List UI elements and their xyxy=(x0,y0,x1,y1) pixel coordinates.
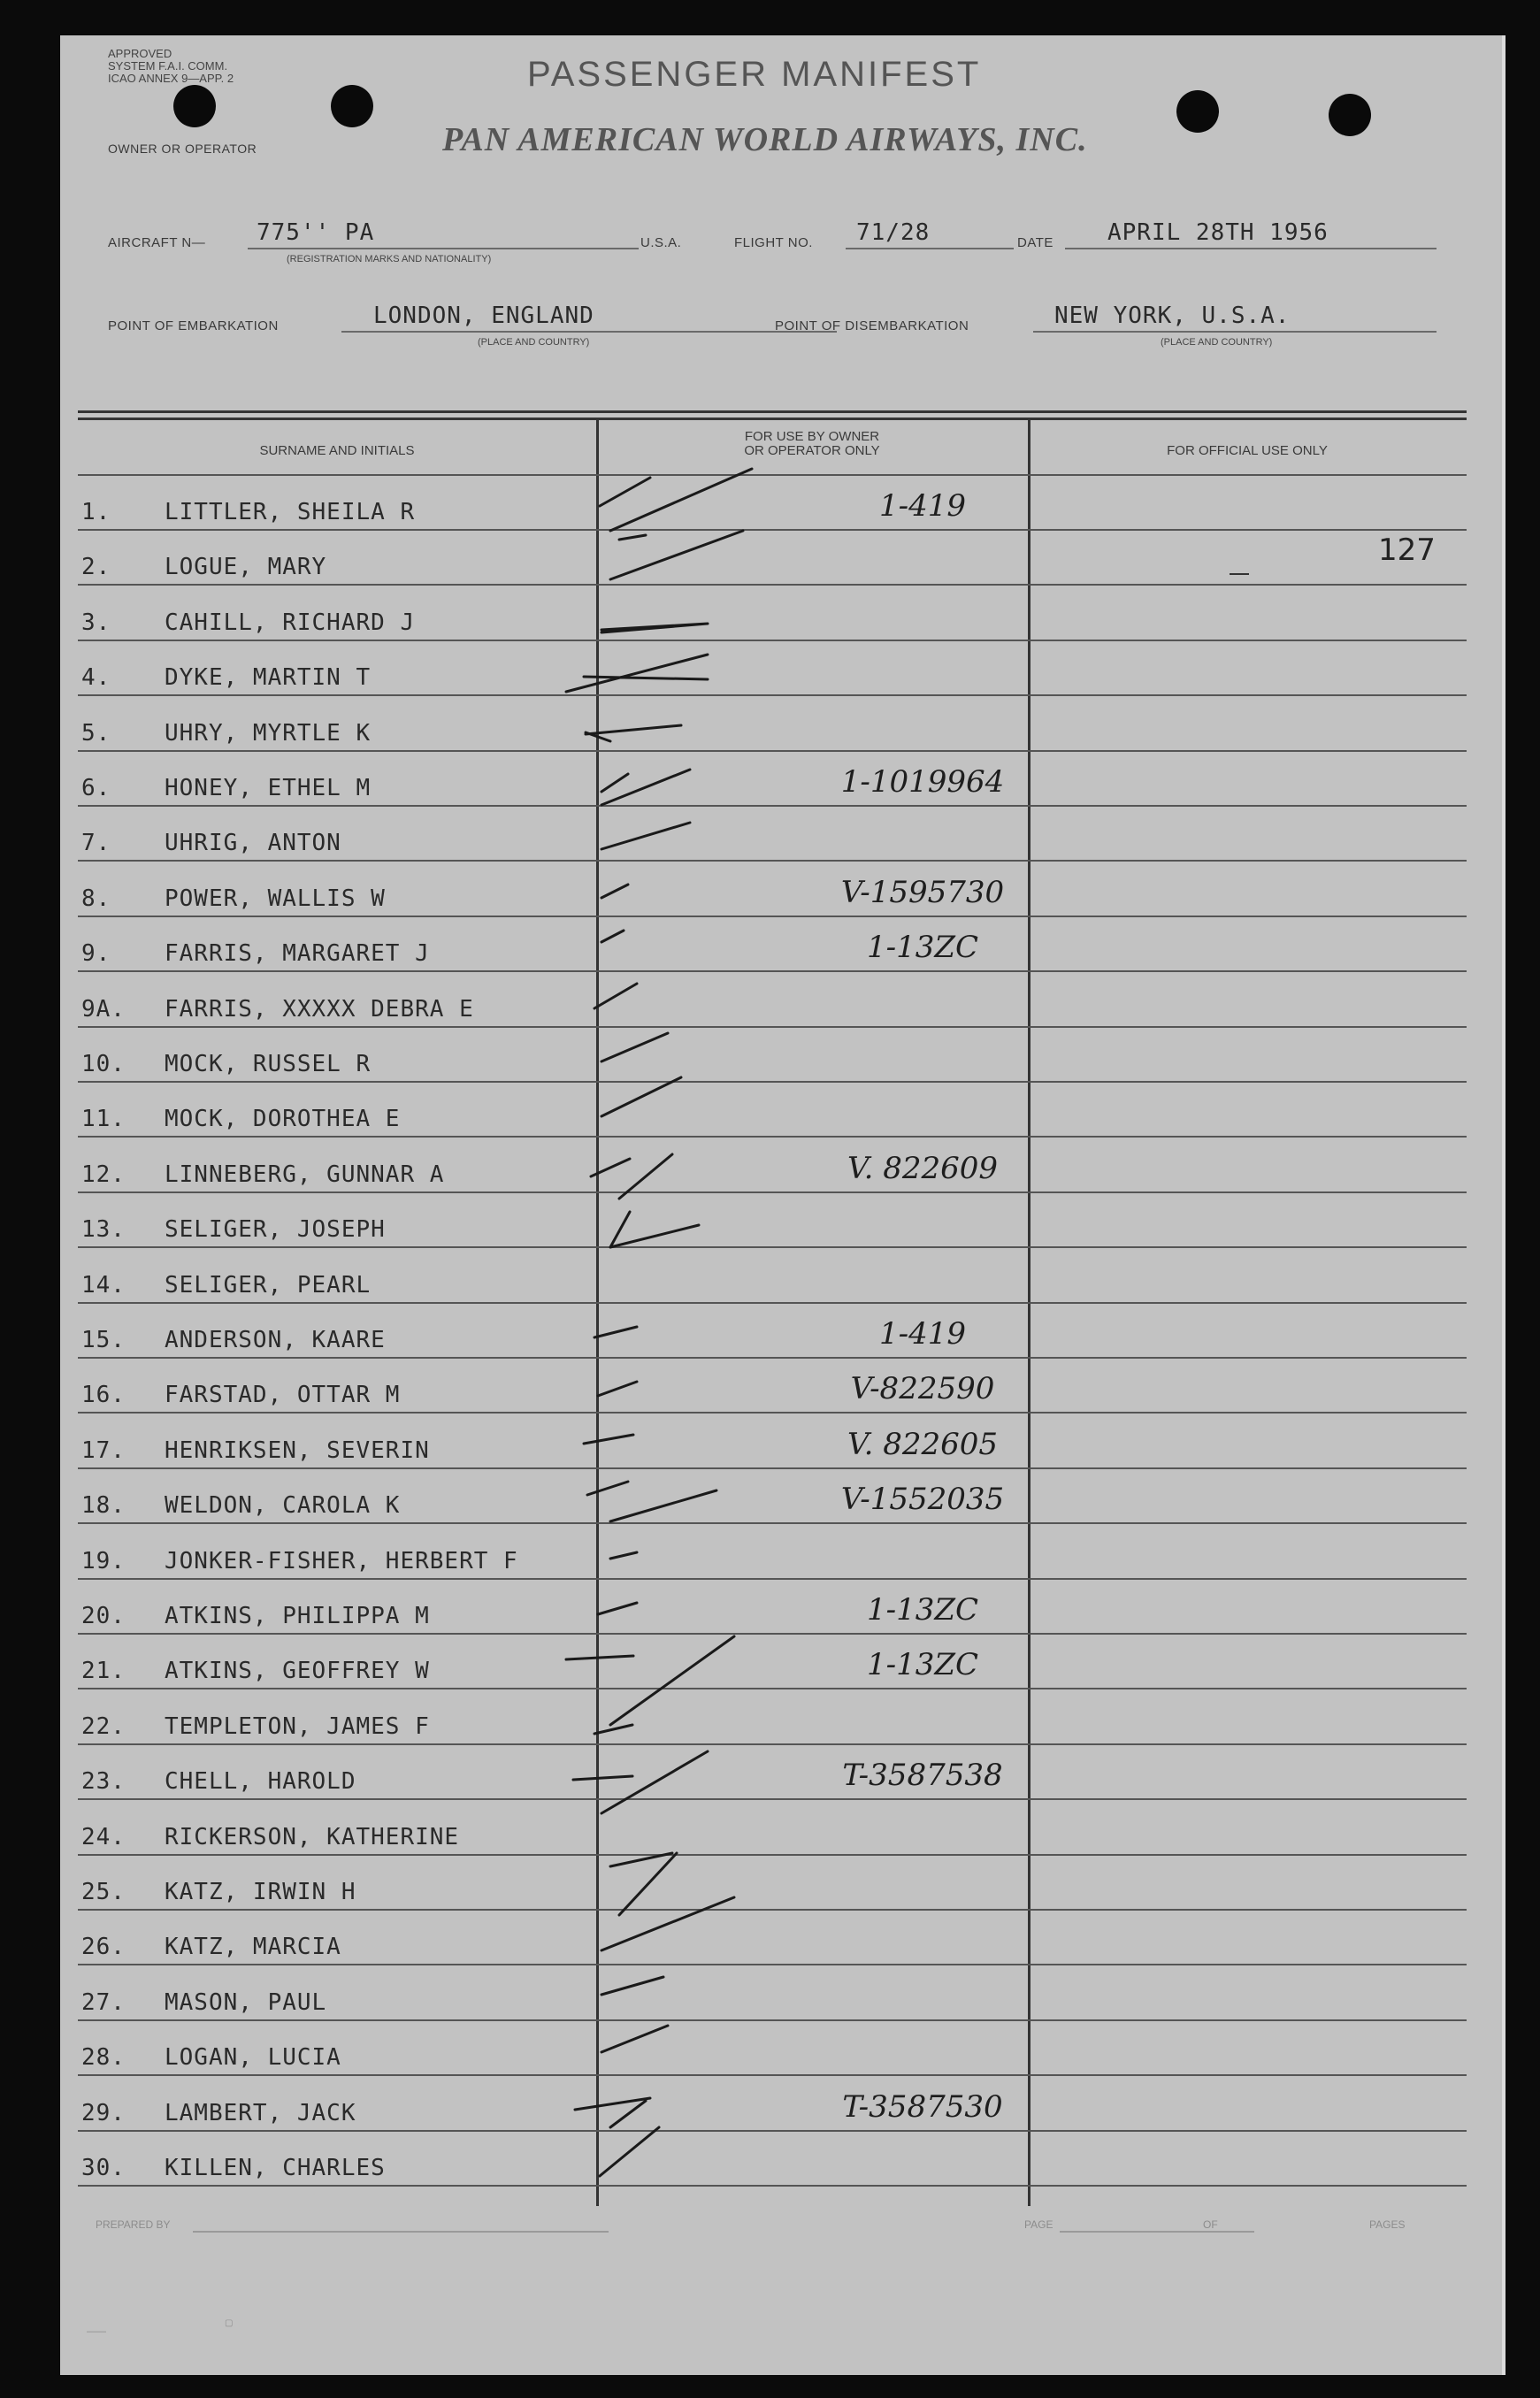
surname-column-header: SURNAME AND INITIALS xyxy=(259,443,415,458)
passenger-number: 25. xyxy=(81,1879,126,1905)
owner-use-value: 1-13ZC xyxy=(866,1647,979,1683)
approval-line: APPROVED xyxy=(108,47,172,60)
owner-use-value: 1-13ZC xyxy=(866,1592,979,1628)
table-row xyxy=(78,1635,1467,1689)
owner-use-value: T-3587530 xyxy=(842,2088,1003,2125)
table-row xyxy=(78,752,1467,807)
passenger-number: 6. xyxy=(81,775,111,801)
embarkation-sublabel: (PLACE AND COUNTRY) xyxy=(478,337,590,348)
table-rule xyxy=(78,418,1467,420)
table-row xyxy=(78,531,1467,586)
table-row xyxy=(78,1193,1467,1248)
passenger-number: 2. xyxy=(81,554,111,581)
passenger-name: JONKER-FISHER, HERBERT F xyxy=(165,1547,518,1574)
owner-column-header-line: OR OPERATOR ONLY xyxy=(744,443,880,458)
table-row xyxy=(78,2132,1467,2187)
table-row xyxy=(78,697,1467,752)
passenger-name: UHRIG, ANTON xyxy=(165,830,341,857)
passenger-number: 28. xyxy=(81,2044,126,2072)
passenger-number: 17. xyxy=(81,1437,126,1464)
owner-use-value: 1-419 xyxy=(878,488,966,524)
passenger-name: ANDERSON, KAARE xyxy=(165,1327,386,1353)
passenger-name: HENRIKSEN, SEVERIN xyxy=(165,1437,430,1464)
table-row xyxy=(78,2021,1467,2076)
company-name: PAN AMERICAN WORLD AIRWAYS, INC. xyxy=(442,121,1088,158)
passenger-name: KATZ, MARCIA xyxy=(165,1934,341,1961)
pages-label: PAGES xyxy=(1369,2218,1406,2231)
aircraft-sublabel: (REGISTRATION MARKS AND NATIONALITY) xyxy=(287,254,492,264)
passenger-number: 1. xyxy=(81,499,111,525)
punch-hole xyxy=(1329,94,1371,136)
passenger-number: 16. xyxy=(81,1382,126,1409)
table-row xyxy=(78,1414,1467,1469)
table-row xyxy=(78,1690,1467,1745)
date-underline xyxy=(1065,248,1437,249)
disembarkation-value: NEW YORK, U.S.A. xyxy=(1054,303,1291,329)
approval-block xyxy=(108,48,234,85)
flight-underline xyxy=(846,248,1014,249)
country-label: U.S.A. xyxy=(640,235,682,250)
table-row xyxy=(78,586,1467,641)
passenger-name: UHRY, MYRTLE K xyxy=(165,719,372,747)
owner-use-value: V-1595730 xyxy=(840,874,1005,910)
table-row xyxy=(78,1856,1467,1911)
official-column-header: FOR OFFICIAL USE ONLY xyxy=(1167,443,1328,458)
punch-hole xyxy=(1176,90,1219,133)
passenger-number: 8. xyxy=(81,885,111,912)
passenger-number: 20. xyxy=(81,1603,126,1629)
passenger-name: POWER, WALLIS W xyxy=(165,885,386,912)
table-row xyxy=(78,807,1467,862)
passenger-number: 9. xyxy=(81,940,111,968)
official-use-value: 127 xyxy=(1378,532,1436,569)
passenger-name: LITTLER, SHEILA R xyxy=(165,499,416,525)
aircraft-underline xyxy=(248,248,639,249)
prepared-by-label: PREPARED BY xyxy=(96,2218,171,2231)
passenger-name: DYKE, MARTIN T xyxy=(165,664,372,692)
passenger-name: FARRIS, MARGARET J xyxy=(165,940,430,968)
table-row xyxy=(78,1138,1467,1193)
passenger-number: 23. xyxy=(81,1768,126,1796)
passenger-name: SELIGER, JOSEPH xyxy=(165,1216,386,1244)
passenger-name: FARRIS, XXXXX DEBRA E xyxy=(165,995,474,1023)
table-row xyxy=(78,1083,1467,1138)
table-row xyxy=(78,1580,1467,1635)
of-label: OF xyxy=(1203,2218,1218,2231)
passenger-name: KILLEN, CHARLES xyxy=(165,2155,386,2181)
owner-column-header xyxy=(596,430,1028,458)
table-row xyxy=(78,641,1467,696)
passenger-number: 18. xyxy=(81,1492,126,1520)
table-row xyxy=(78,1801,1467,1856)
table-row xyxy=(78,1745,1467,1800)
punch-hole xyxy=(173,85,216,127)
table-row xyxy=(78,476,1467,531)
flight-value: 71/28 xyxy=(856,219,931,246)
passenger-name: TEMPLETON, JAMES F xyxy=(165,1712,430,1740)
table-row xyxy=(78,2077,1467,2132)
manifest-sheet xyxy=(60,35,1506,2375)
table-row xyxy=(78,1469,1467,1524)
passenger-name: KATZ, IRWIN H xyxy=(165,1879,356,1905)
table-row xyxy=(78,917,1467,972)
passenger-name: LAMBERT, JACK xyxy=(165,2099,356,2126)
owner-use-value: 1-1019964 xyxy=(840,764,1005,800)
passenger-number: 12. xyxy=(81,1161,126,1188)
owner-label: OWNER OR OPERATOR xyxy=(108,142,257,156)
passenger-name: WELDON, CAROLA K xyxy=(165,1492,401,1520)
passenger-name: CAHILL, RICHARD J xyxy=(165,609,416,636)
passenger-name: MOCK, RUSSEL R xyxy=(165,1051,372,1077)
passenger-number: 7. xyxy=(81,830,111,857)
aircraft-label: AIRCRAFT N— xyxy=(108,235,206,250)
passenger-name: MASON, PAUL xyxy=(165,1988,327,2016)
passenger-name: LINNEBERG, GUNNAR A xyxy=(165,1161,445,1188)
passenger-number: 4. xyxy=(81,664,111,692)
table-rule xyxy=(78,410,1467,413)
passenger-number: 5. xyxy=(81,719,111,747)
disembarkation-underline xyxy=(1033,331,1437,333)
owner-column-header-line: FOR USE BY OWNER xyxy=(744,429,880,444)
aircraft-value: 775'' PA xyxy=(257,219,375,246)
table-row xyxy=(78,1359,1467,1414)
table-row xyxy=(78,1304,1467,1359)
owner-use-value: 1-13ZC xyxy=(866,930,979,966)
passenger-number: 24. xyxy=(81,1823,126,1850)
printed-stamp: ▢ xyxy=(225,2318,234,2328)
owner-use-value: V-822590 xyxy=(850,1371,995,1407)
disembarkation-label: POINT OF DISEMBARKATION xyxy=(775,318,969,333)
passenger-name: LOGUE, MARY xyxy=(165,554,327,581)
disembarkation-sublabel: (PLACE AND COUNTRY) xyxy=(1161,337,1273,348)
page-label: PAGE xyxy=(1024,2218,1053,2231)
passenger-name: LOGAN, LUCIA xyxy=(165,2044,341,2072)
date-label: DATE xyxy=(1017,235,1053,250)
form-number: —— xyxy=(87,2326,106,2337)
approval-line: ICAO ANNEX 9—APP. 2 xyxy=(108,72,234,85)
embarkation-value: LONDON, ENGLAND xyxy=(373,303,594,329)
owner-use-value: V. 822605 xyxy=(847,1426,999,1462)
passenger-number: 13. xyxy=(81,1216,126,1244)
approval-line: SYSTEM F.A.I. COMM. xyxy=(108,59,228,73)
owner-use-value: V-1552035 xyxy=(840,1482,1005,1518)
passenger-number: 27. xyxy=(81,1988,126,2016)
table-row xyxy=(78,1911,1467,1965)
row-rule xyxy=(78,2185,1467,2187)
passenger-number: 15. xyxy=(81,1327,126,1353)
flight-label: FLIGHT NO. xyxy=(734,235,813,250)
passenger-name: FARSTAD, OTTAR M xyxy=(165,1382,401,1409)
passenger-name: SELIGER, PEARL xyxy=(165,1271,372,1299)
table-row xyxy=(78,1249,1467,1304)
table-row xyxy=(78,1525,1467,1580)
owner-use-value: V. 822609 xyxy=(847,1150,999,1186)
passenger-number: 22. xyxy=(81,1712,126,1740)
passenger-name: RICKERSON, KATHERINE xyxy=(165,1823,460,1850)
prepared-underline xyxy=(193,2231,609,2233)
table-row xyxy=(78,1966,1467,2021)
passenger-number: 3. xyxy=(81,609,111,636)
passenger-number: 19. xyxy=(81,1547,126,1574)
page-title: PASSENGER MANIFEST xyxy=(527,55,982,94)
date-value: APRIL 28TH 1956 xyxy=(1107,219,1329,246)
passenger-number: 29. xyxy=(81,2099,126,2126)
passenger-name: ATKINS, GEOFFREY W xyxy=(165,1658,430,1685)
passenger-number: 14. xyxy=(81,1271,126,1299)
owner-use-value: 1-419 xyxy=(878,1316,966,1352)
passenger-name: HONEY, ETHEL M xyxy=(165,775,372,801)
passenger-name: ATKINS, PHILIPPA M xyxy=(165,1603,430,1629)
table-row xyxy=(78,973,1467,1028)
passenger-name: CHELL, HAROLD xyxy=(165,1768,356,1796)
passenger-number: 26. xyxy=(81,1934,126,1961)
page-underline xyxy=(1060,2231,1254,2233)
embarkation-underline xyxy=(341,331,837,333)
punch-hole xyxy=(331,85,373,127)
embarkation-label: POINT OF EMBARKATION xyxy=(108,318,279,333)
passenger-name: MOCK, DOROTHEA E xyxy=(165,1106,401,1133)
passenger-number: 11. xyxy=(81,1106,126,1133)
passenger-number: 30. xyxy=(81,2155,126,2181)
passenger-number: 9A. xyxy=(81,995,126,1023)
passenger-number: 10. xyxy=(81,1051,126,1077)
table-row xyxy=(78,862,1467,917)
passenger-number: 21. xyxy=(81,1658,126,1685)
owner-use-value: T-3587538 xyxy=(842,1758,1003,1794)
table-row xyxy=(78,1028,1467,1083)
